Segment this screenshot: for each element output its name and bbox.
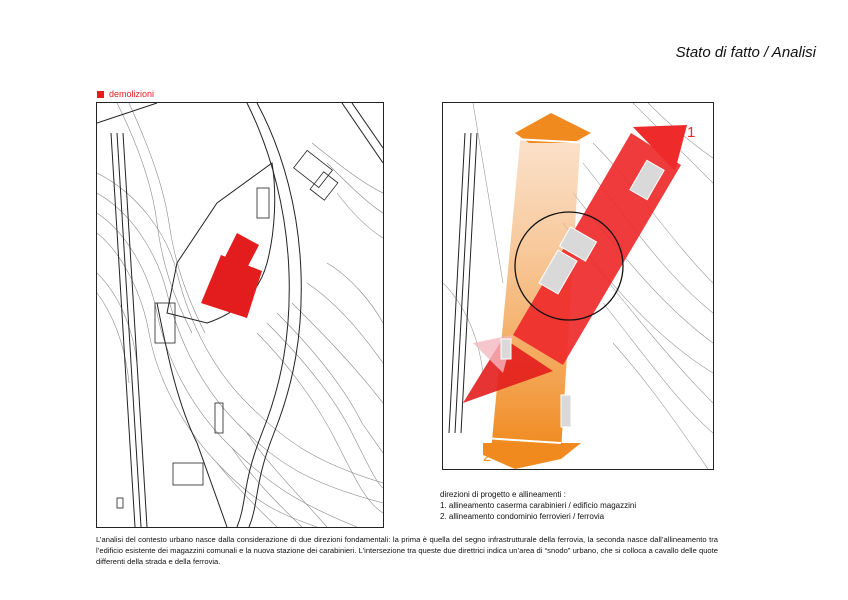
direction-2-label: 2 xyxy=(483,448,492,465)
page-title: Stato di fatto / Analisi xyxy=(675,44,816,61)
directions-drawing xyxy=(443,103,713,469)
notes-item-2: 2. allineamento condominio ferrovieri / ferrovia xyxy=(440,512,605,521)
legend-label: demolizioni xyxy=(109,89,155,99)
design-directions-diagram xyxy=(442,102,714,470)
direction-2-arrow-down xyxy=(483,443,581,469)
site-plan-demolitions xyxy=(96,102,384,528)
existing-buildings xyxy=(117,150,338,508)
legend xyxy=(97,89,154,99)
notes-item-1: 1. allineamento caserma carabinieri / edificio magazzini xyxy=(440,501,637,510)
demolition-buildings xyxy=(201,233,262,318)
directions-notes xyxy=(440,489,636,522)
notes-heading: direzioni di progetto e allineamenti : xyxy=(440,490,566,499)
demolition-swatch-icon xyxy=(97,91,104,98)
direction-2-arrow-up xyxy=(515,113,591,143)
direction-1-label: 1 xyxy=(687,124,696,141)
analysis-paragraph: L’analisi del contesto urbano nasce dalla considerazione di due direzioni fondamentali: la prima è quella del segno infrastrutturale della ferrovia, la seconda nasce dall’allineamento tra l’edificio esistente dei magazzini comunali e la nuova stazione dei carabinieri. L’intersezione tra queste due direttrici indica un’area di “snodo” urbano, che si colloca a cavallo delle quote differenti della strada e della ferrovia. xyxy=(96,535,718,566)
site-plan-drawing xyxy=(97,103,383,527)
